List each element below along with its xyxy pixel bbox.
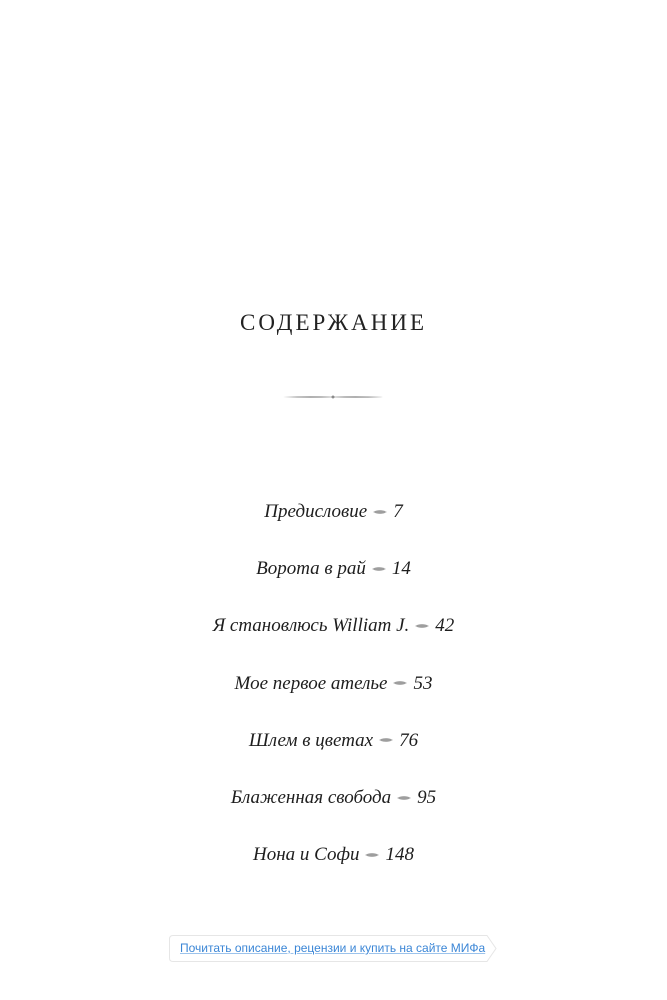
leaf-separator-icon [379, 736, 393, 744]
toc-entry-title: Ворота в рай [256, 558, 366, 580]
leaf-separator-icon [397, 794, 411, 802]
toc-entry-helmet-in-flowers[interactable] [0, 727, 667, 784]
toc-list [0, 498, 667, 898]
leaf-separator-icon [372, 565, 386, 573]
toc-entry-page: 95 [417, 786, 437, 808]
toc-entry-title: Блаженная свобода [230, 786, 392, 808]
toc-entry-first-atelier[interactable] [0, 670, 667, 727]
divider-ornament-icon [283, 392, 383, 402]
toc-entry-page: 7 [393, 501, 403, 522]
toc-entry-page: 53 [413, 672, 433, 694]
toc-entry-page: 148 [385, 844, 414, 866]
toc-entry-page: 76 [399, 729, 419, 751]
leaf-separator-icon [393, 679, 407, 687]
leaf-separator-icon [365, 851, 379, 859]
toc-entry-blissful-freedom[interactable] [0, 784, 667, 841]
toc-entry-page: 42 [435, 615, 455, 637]
toc-entry-gates-to-paradise[interactable] [0, 555, 667, 612]
toc-entry-page: 14 [391, 558, 411, 580]
toc-entry-title: Шлем в цветах [248, 729, 374, 751]
toc-entry-title: Предисловие [264, 501, 368, 522]
toc-entry-preface[interactable] [0, 498, 667, 555]
page-title: СОДЕРЖАНИЕ [239, 310, 427, 335]
toc-entry-title: Мое первое ателье [234, 672, 388, 694]
leaf-separator-icon [373, 508, 387, 516]
footer-link-container[interactable] [169, 935, 497, 962]
buy-on-mif-link[interactable]: Почитать описание, рецензии и купить на сайте МИФа [180, 941, 486, 955]
leaf-separator-icon [415, 622, 429, 630]
toc-entry-becoming-william[interactable] [0, 612, 667, 669]
toc-entry-nona-and-sophie[interactable] [0, 841, 667, 898]
toc-entry-title: Нона и Софи [253, 844, 360, 866]
toc-entry-title: Я становлюсь William J. [212, 615, 410, 637]
